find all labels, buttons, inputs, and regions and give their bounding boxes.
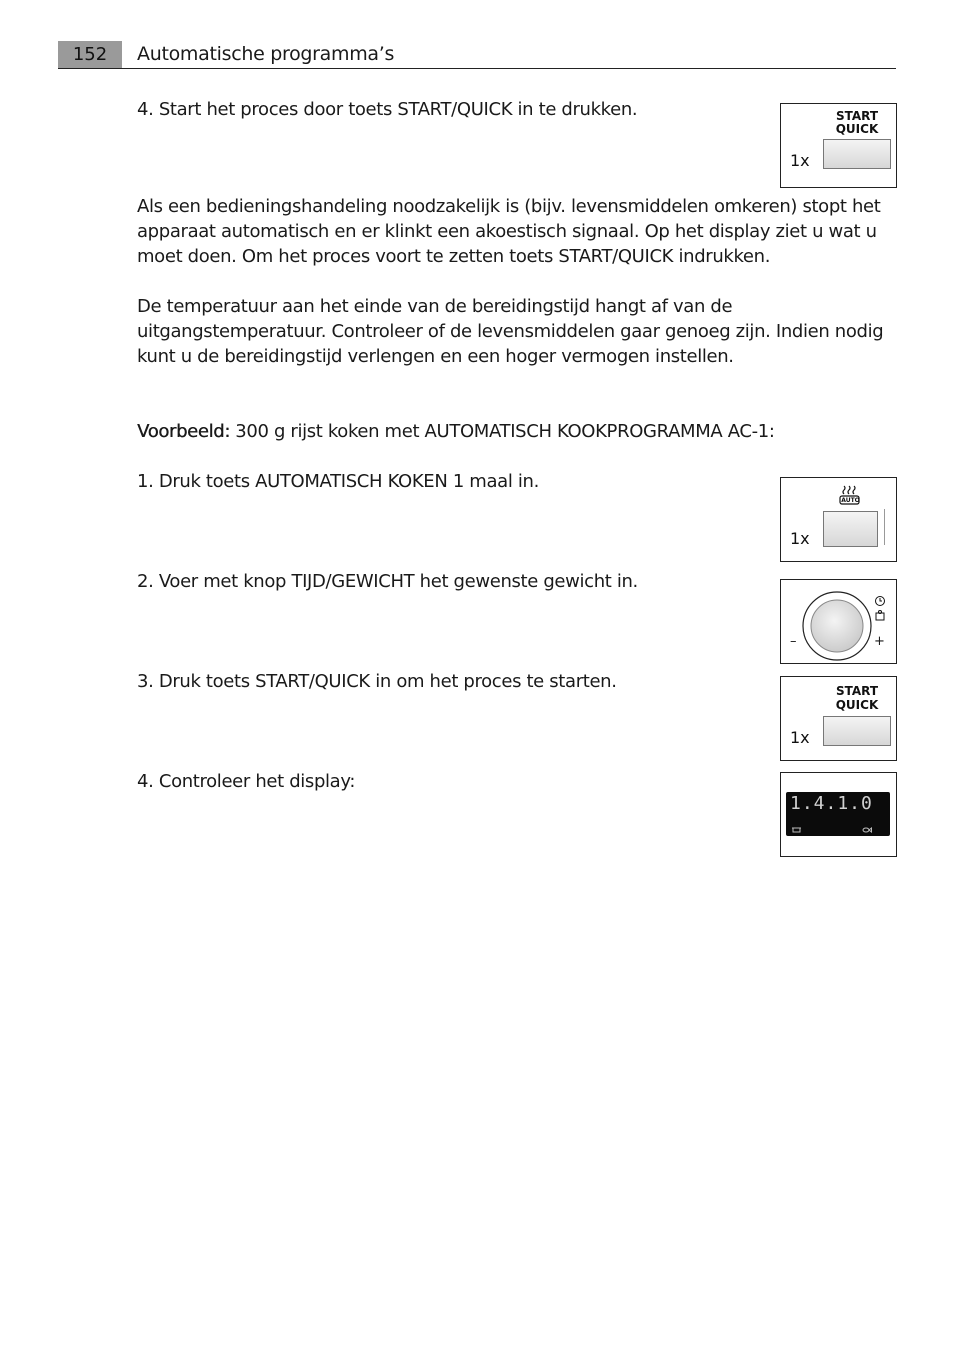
weight-icon: [874, 609, 886, 621]
fish-icon: [862, 827, 872, 833]
example-step-3: 3. Druk toets START/QUICK in om het proces te starten.: [137, 671, 617, 692]
paragraph-1-line-3: moet doen. Om het proces voort te zetten toets START/QUICK indrukken.: [137, 246, 771, 267]
time-weight-dial: [781, 580, 896, 663]
quick-label: QUICK: [835, 122, 879, 136]
start-quick-button: [823, 716, 891, 746]
display-illustration: [780, 772, 897, 857]
example-step-4: 4. Controleer het display:: [137, 771, 356, 792]
clock-icon: [874, 595, 886, 607]
page-number: 152: [58, 41, 122, 68]
auto-cook-button: [823, 511, 878, 547]
dial-plus-label: +: [874, 634, 885, 649]
auto-cook-key-illustration: [780, 477, 897, 562]
start-quick-key-illustration: [780, 103, 897, 188]
display-readout: 1.4.1.0: [790, 793, 873, 814]
section-title: Automatische programma’s: [137, 43, 395, 65]
panel-divider: [884, 509, 885, 545]
paragraph-2-line-1: De temperatuur aan het einde van de bereidingstijd hangt af van de: [137, 296, 733, 317]
start-label: START: [835, 109, 879, 123]
start-quick-key-illustration-2: [780, 676, 897, 761]
example-step-2: 2. Voer met knop TIJD/GEWICHT het gewenste gewicht in.: [137, 571, 638, 592]
dial-minus-label: –: [790, 634, 797, 649]
header-divider: [58, 68, 896, 69]
paragraph-2-line-3: kunt u de bereidingstijd verlengen en een hoger vermogen instellen.: [137, 346, 734, 367]
paragraph-1-line-1: Als een bedieningshandeling noodzakelijk is (bijv. levensmiddelen omkeren) stopt het: [137, 196, 881, 217]
press-count: 1x: [790, 728, 810, 747]
pot-icon: [792, 826, 802, 833]
press-count: 1x: [790, 151, 810, 170]
display-screen: [786, 792, 890, 836]
quick-label: QUICK: [835, 698, 879, 712]
example-intro: [137, 419, 775, 444]
example-text: 300 g rijst koken met AUTOMATISCH KOOKPROGRAMMA AC-1:: [229, 421, 775, 442]
auto-label: AUTO: [841, 497, 860, 504]
press-count: 1x: [790, 529, 810, 548]
paragraph-2-line-2: uitgangstemperatuur. Controleer of de levensmiddelen gaar genoeg zijn. Indien nodig: [137, 321, 884, 342]
step-start-instruction: 4. Start het proces door toets START/QUICK in te drukken.: [137, 99, 638, 120]
example-label: Voorbeeld:: [137, 421, 230, 442]
start-label: START: [835, 684, 879, 698]
time-weight-dial-illustration: [780, 579, 897, 664]
example-step-1: 1. Druk toets AUTOMATISCH KOKEN 1 maal in.: [137, 471, 539, 492]
paragraph-1-line-2: apparaat automatisch en er klinkt een akoestisch signaal. Op het display ziet u wat u: [137, 221, 877, 242]
start-quick-button: [823, 139, 891, 169]
